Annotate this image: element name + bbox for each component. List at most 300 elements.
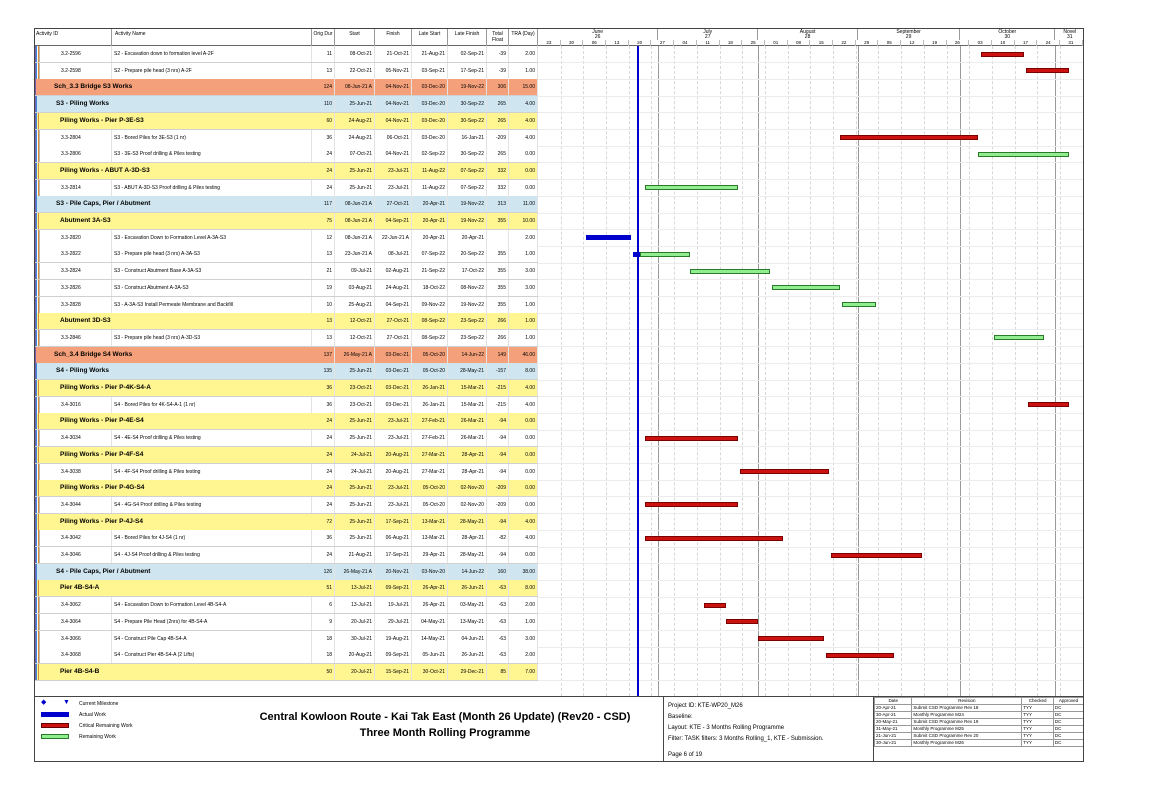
wbs-name: Abutment 3A-S3	[60, 217, 111, 224]
late-finish-cell: 26-Jun-21	[448, 647, 487, 663]
wbs-indent-bars	[35, 664, 40, 680]
activity-name-cell: S4 - Prepare Pile Head (2nrs) for 4B-S4-A	[112, 614, 312, 630]
week-gridline	[1060, 46, 1061, 696]
timescale-header	[538, 29, 1084, 46]
late-finish-cell: 28-May-21	[448, 363, 487, 379]
week-gridline	[810, 46, 811, 696]
start-cell: 22-Oct-21	[335, 63, 375, 79]
total-float-cell: -63	[487, 647, 509, 663]
activity-row[interactable]	[35, 46, 538, 63]
finish-cell: 27-Oct-21	[375, 330, 412, 346]
late-start-cell: 05-Oct-20	[412, 480, 448, 496]
tra-cell: 2.00	[509, 647, 538, 663]
rev-desc: Monthly Programme M26	[912, 740, 1022, 747]
column-header-row	[35, 29, 538, 46]
late-start-cell: 11-Aug-22	[412, 163, 448, 179]
activity-row[interactable]	[35, 547, 538, 564]
week-label: 15	[810, 40, 833, 46]
actual-bar-swatch	[41, 712, 69, 717]
revision-row	[875, 740, 1084, 747]
late-finish-cell: 29-Dec-21	[448, 664, 487, 680]
activity-id-cell: 3.2-2596	[61, 46, 112, 62]
week-label: 19	[924, 40, 947, 46]
total-float-cell: -94	[487, 413, 509, 429]
row-gridline	[538, 213, 1084, 214]
start-cell: 21-Aug-21	[335, 547, 375, 563]
tra-cell: 0.00	[509, 497, 538, 513]
activity-row[interactable]	[35, 614, 538, 631]
wbs-indent-bars	[35, 597, 40, 613]
critical-bar[interactable]	[981, 52, 1024, 57]
row-gridline	[538, 663, 1084, 664]
finish-cell: 23-Jul-21	[375, 180, 412, 196]
start-cell: 20-Aug-21	[335, 647, 375, 663]
activity-row[interactable]	[35, 297, 538, 314]
activity-row[interactable]	[35, 330, 538, 347]
start-cell: 25-Jun-21	[335, 96, 375, 112]
week-gridline	[697, 46, 698, 696]
row-gridline	[538, 530, 1084, 531]
row-gridline	[538, 112, 1084, 113]
week-gridline	[969, 46, 970, 696]
late-start-cell: 29-Apr-21	[412, 547, 448, 563]
wbs-name: Piling Works - Pier P-4K-S4-A	[60, 384, 151, 391]
start-cell: 25-Jun-21	[335, 163, 375, 179]
remaining-bar[interactable]	[645, 185, 738, 190]
critical-bar[interactable]	[726, 619, 758, 624]
week-gridline	[1037, 46, 1038, 696]
month-header	[1055, 29, 1084, 40]
remaining-bar[interactable]	[842, 302, 876, 307]
activity-name-cell: S3 - Prepare pile head (3 nrs) A-3A-S3	[112, 246, 312, 262]
finish-cell: 24-Aug-21	[375, 280, 412, 296]
revision-row	[875, 719, 1084, 726]
activity-id-cell: 3.4-3062	[61, 597, 112, 613]
data-date-line	[637, 46, 639, 696]
tra-cell: 4.00	[509, 113, 538, 129]
wbs-name: S4 - Piling Works	[56, 367, 109, 375]
remaining-bar[interactable]	[640, 252, 690, 257]
col-late-start[interactable]: Late Start	[412, 29, 448, 46]
late-start-cell: 03-Sep-21	[412, 63, 448, 79]
wbs-name: Piling Works - ABUT A-3D-S3	[60, 166, 150, 174]
col-orig-dur[interactable]: Orig Dur	[312, 29, 335, 46]
finish-cell: 27-Oct-21	[375, 196, 412, 212]
orig-dur-cell: 110	[312, 96, 335, 112]
total-float-cell: -215	[487, 380, 509, 396]
week-gridline	[583, 46, 584, 696]
activity-name-cell: S4 - Excavation Down to Formation Level 4B-S4-A	[112, 597, 312, 613]
remaining-bar[interactable]	[978, 152, 1069, 157]
tra-cell: 2.00	[509, 230, 538, 246]
orig-dur-cell: 24	[312, 464, 335, 480]
actual-bar[interactable]	[586, 235, 631, 240]
wbs-row[interactable]	[35, 347, 538, 364]
week-label: 27	[651, 40, 674, 46]
activity-name-cell: S4 - 4G-S4 Proof drilling & Piles testing	[112, 497, 312, 513]
project-layout: Layout: KTE - 3 Months Rolling Programme	[668, 725, 785, 731]
activity-row[interactable]	[35, 430, 538, 447]
wbs-indent-bars	[35, 163, 40, 179]
total-float-cell: 355	[487, 280, 509, 296]
wbs-indent-bars	[35, 130, 40, 146]
tra-cell: 2.00	[509, 46, 538, 62]
late-start-cell: 03-Dec-20	[412, 96, 448, 112]
col-activity-name[interactable]: Activity Name	[112, 29, 312, 46]
finish-cell: 29-Jul-21	[375, 614, 412, 630]
activity-row[interactable]	[35, 497, 538, 514]
tra-cell: 4.00	[509, 514, 538, 530]
finish-cell: 09-Sep-21	[375, 580, 412, 596]
week-label: 01	[765, 40, 788, 46]
late-finish-cell: 19-Nov-22	[448, 196, 487, 212]
wbs-row[interactable]	[35, 96, 538, 113]
month-number: 27	[704, 34, 711, 40]
finish-cell: 23-Jul-21	[375, 480, 412, 496]
wbs-name: Abutment 3D-S3	[60, 317, 111, 325]
col-late-finish[interactable]: Late Finish	[448, 29, 487, 46]
activity-row[interactable]	[35, 647, 538, 664]
critical-bar[interactable]	[645, 436, 738, 441]
wbs-indent-bars	[35, 113, 40, 129]
orig-dur-cell: 124	[312, 79, 335, 95]
wbs-indent-bars	[35, 447, 40, 463]
tra-cell: 8.00	[509, 363, 538, 379]
week-label: 26	[947, 40, 970, 46]
month-header	[758, 29, 858, 40]
tra-cell: 0.00	[509, 480, 538, 496]
late-finish-cell: 28-Apr-21	[448, 530, 487, 546]
week-gridline	[947, 46, 948, 696]
remaining-bar[interactable]	[690, 269, 769, 274]
rev-date: 31-May-21	[875, 726, 912, 733]
critical-bar[interactable]	[1028, 402, 1069, 407]
finish-cell: 04-Nov-21	[375, 96, 412, 112]
wbs-name: Sch_3.4 Bridge S4 Works	[54, 350, 133, 358]
week-gridline	[856, 46, 857, 696]
critical-bar[interactable]	[831, 553, 922, 558]
late-finish-cell: 02-Nov-20	[448, 480, 487, 496]
finish-cell: 23-Jul-21	[375, 497, 412, 513]
tra-cell: 10.00	[509, 213, 538, 229]
start-cell: 25-Jun-21	[335, 413, 375, 429]
row-gridline	[538, 363, 1084, 364]
finish-cell: 03-Dec-21	[375, 380, 412, 396]
rev-checked: TYY	[1022, 726, 1054, 733]
wbs-indent-bars	[35, 347, 40, 363]
rev-col-checked: Checked	[1022, 698, 1054, 705]
wbs-row[interactable]	[35, 163, 538, 180]
wbs-indent-bars	[35, 480, 40, 496]
critical-bar[interactable]	[758, 636, 824, 641]
activity-row[interactable]	[35, 464, 538, 481]
finish-cell: 05-Nov-21	[375, 63, 412, 79]
total-float-cell: -209	[487, 480, 509, 496]
wbs-row[interactable]	[35, 480, 538, 497]
total-float-cell: 265	[487, 146, 509, 162]
row-gridline	[538, 547, 1084, 548]
row-gridline	[538, 580, 1084, 581]
late-finish-cell: 23-Sep-22	[448, 330, 487, 346]
late-start-cell: 03-Nov-20	[412, 564, 448, 580]
finish-cell: 20-Aug-21	[375, 447, 412, 463]
tra-cell: 0.00	[509, 464, 538, 480]
orig-dur-cell: 13	[312, 246, 335, 262]
week-gridline	[992, 46, 993, 696]
activity-row[interactable]	[35, 530, 538, 547]
late-start-cell: 05-Oct-20	[412, 347, 448, 363]
orig-dur-cell: 50	[312, 664, 335, 680]
critical-bar[interactable]	[645, 536, 783, 541]
wbs-row[interactable]	[35, 564, 538, 581]
orig-dur-cell: 24	[312, 480, 335, 496]
week-gridline	[901, 46, 902, 696]
col-finish[interactable]: Finish	[375, 29, 412, 46]
week-label: 31	[1060, 40, 1083, 46]
critical-bar[interactable]	[826, 653, 894, 658]
activity-id-cell: 3.4-3066	[61, 631, 112, 647]
critical-bar[interactable]	[740, 469, 829, 474]
row-gridline	[538, 613, 1084, 614]
orig-dur-cell: 24	[312, 497, 335, 513]
project-baseline: Baseline:	[668, 714, 693, 720]
total-float-cell: -209	[487, 130, 509, 146]
wbs-indent-bars	[35, 380, 40, 396]
wbs-indent-bars	[35, 146, 40, 162]
start-cell: 20-Jul-21	[335, 664, 375, 680]
late-finish-cell: 07-Sep-22	[448, 180, 487, 196]
activity-row[interactable]	[35, 597, 538, 614]
orig-dur-cell: 137	[312, 347, 335, 363]
activity-row[interactable]	[35, 246, 538, 263]
late-finish-cell: 16-Jan-21	[448, 130, 487, 146]
total-float-cell: -94	[487, 430, 509, 446]
month-name: August	[799, 29, 816, 35]
late-start-cell: 26-Jan-21	[412, 397, 448, 413]
activity-name-cell: S2 - Excavation down to formation level A-2F	[112, 46, 312, 62]
week-label: 29	[856, 40, 879, 46]
late-finish-cell: 26-Mar-21	[448, 413, 487, 429]
start-cell: 08-Jun-21 A	[335, 213, 375, 229]
wbs-row[interactable]	[35, 113, 538, 130]
wbs-name: Piling Works - Pier P-4G-S4	[60, 484, 145, 492]
tra-cell: 0.00	[509, 430, 538, 446]
wbs-indent-bars	[35, 564, 40, 580]
row-gridline	[538, 630, 1084, 631]
week-label: 03	[969, 40, 992, 46]
week-gridline	[720, 46, 721, 696]
activity-id-cell: 3.2-2598	[61, 63, 112, 79]
activity-row[interactable]	[35, 397, 538, 414]
critical-bar[interactable]	[704, 603, 727, 608]
revision-header	[875, 698, 1084, 705]
week-label: 12	[901, 40, 924, 46]
orig-dur-cell: 13	[312, 63, 335, 79]
week-gridline	[674, 46, 675, 696]
orig-dur-cell: 36	[312, 380, 335, 396]
week-gridline	[651, 46, 652, 696]
finish-cell: 03-Dec-21	[375, 363, 412, 379]
start-cell: 25-Jun-21	[335, 497, 375, 513]
rev-checked: TYY	[1022, 740, 1054, 747]
total-float-cell: 355	[487, 246, 509, 262]
orig-dur-cell: 24	[312, 146, 335, 162]
col-start[interactable]: Start	[335, 29, 375, 46]
late-finish-cell: 14-Jun-22	[448, 347, 487, 363]
late-start-cell: 14-May-21	[412, 631, 448, 647]
activity-id-cell: 3.3-2826	[61, 280, 112, 296]
total-float-cell: 266	[487, 313, 509, 329]
wbs-row[interactable]	[35, 580, 538, 597]
finish-cell: 23-Jul-21	[375, 413, 412, 429]
wbs-name: S4 - Pile Caps, Pier / Abutment	[56, 567, 151, 575]
tra-cell: 0.00	[509, 413, 538, 429]
activity-name-cell: S4 - Bored Piles for 4J-S4 (1 nr)	[112, 530, 312, 546]
activity-row[interactable]	[35, 631, 538, 648]
tra-cell: 1.00	[509, 614, 538, 630]
late-finish-cell: 19-Nov-22	[448, 213, 487, 229]
finish-cell: 23-Jul-21	[375, 163, 412, 179]
wbs-row[interactable]	[35, 196, 538, 213]
total-float-cell: -39	[487, 46, 509, 62]
wbs-row[interactable]	[35, 413, 538, 430]
col-activity-id[interactable]: Activity ID	[35, 29, 112, 46]
finish-cell: 20-Aug-21	[375, 464, 412, 480]
start-cell: 24-Aug-21	[335, 130, 375, 146]
wbs-indent-bars	[35, 397, 40, 413]
project-info	[663, 697, 868, 762]
total-float-cell: -157	[487, 363, 509, 379]
finish-cell: 09-Sep-21	[375, 647, 412, 663]
week-label: 05	[878, 40, 901, 46]
late-start-cell: 27-Mar-21	[412, 447, 448, 463]
critical-bar[interactable]	[645, 502, 738, 507]
remaining-bar[interactable]	[994, 335, 1044, 340]
finish-cell: 04-Nov-21	[375, 146, 412, 162]
critical-bar-swatch	[41, 723, 69, 728]
finish-cell: 22-Jun-21 A	[375, 230, 412, 246]
legend-label: Actual Work	[79, 712, 106, 718]
rev-date: 30-Apr-21	[875, 712, 912, 719]
activity-row[interactable]	[35, 263, 538, 280]
wbs-row[interactable]	[35, 79, 538, 96]
wbs-row[interactable]	[35, 380, 538, 397]
wbs-row[interactable]	[35, 514, 538, 531]
row-gridline	[538, 513, 1084, 514]
critical-bar[interactable]	[840, 135, 978, 140]
orig-dur-cell: 6	[312, 597, 335, 613]
wbs-indent-bars	[35, 614, 40, 630]
month-number: 29	[905, 34, 912, 40]
late-finish-cell: 04-Jun-21	[448, 631, 487, 647]
month-header	[658, 29, 758, 40]
activity-row[interactable]	[35, 130, 538, 147]
col-tra[interactable]: TRA (Day)	[509, 29, 538, 46]
total-float-cell: -82	[487, 530, 509, 546]
wbs-row[interactable]	[35, 664, 538, 681]
activity-row[interactable]	[35, 63, 538, 80]
activity-row[interactable]	[35, 146, 538, 163]
wbs-row[interactable]	[35, 213, 538, 230]
late-finish-cell: 15-Mar-21	[448, 397, 487, 413]
row-gridline	[538, 329, 1084, 330]
late-start-cell: 20-Apr-21	[412, 230, 448, 246]
month-gridline	[858, 46, 859, 696]
rev-approved: DC	[1053, 712, 1083, 719]
week-gridline	[788, 46, 789, 696]
month-gridline	[758, 46, 759, 696]
wbs-row[interactable]	[35, 447, 538, 464]
wbs-indent-bars	[35, 363, 40, 379]
month-header	[858, 29, 960, 40]
row-gridline	[538, 246, 1084, 247]
remaining-bar[interactable]	[772, 285, 840, 290]
wbs-name: Piling Works - Pier P-3E-S3	[60, 116, 144, 124]
late-start-cell: 13-Mar-21	[412, 530, 448, 546]
orig-dur-cell: 117	[312, 196, 335, 212]
wbs-row[interactable]	[35, 313, 538, 330]
rev-approved: DC	[1053, 705, 1083, 712]
orig-dur-cell: 24	[312, 413, 335, 429]
orig-dur-cell: 19	[312, 280, 335, 296]
activity-row[interactable]	[35, 230, 538, 247]
row-gridline	[538, 146, 1084, 147]
start-cell: 25-Jun-21	[335, 180, 375, 196]
late-start-cell: 09-Nov-22	[412, 297, 448, 313]
critical-bar[interactable]	[1026, 68, 1069, 73]
col-total-float[interactable]: Total Float	[487, 29, 509, 46]
activity-name-cell: S3 - Bored Piles for 3E-S3 (1 nr)	[112, 130, 312, 146]
row-gridline	[538, 597, 1084, 598]
row-gridline	[538, 62, 1084, 63]
activity-row[interactable]	[35, 180, 538, 197]
row-gridline	[538, 430, 1084, 431]
activity-id-cell: 3.4-3034	[61, 430, 112, 446]
total-float-cell: 85	[487, 664, 509, 680]
row-gridline	[538, 296, 1084, 297]
late-start-cell: 11-Aug-22	[412, 180, 448, 196]
activity-name-cell: S3 - Construct Abutment A-3A-S3	[112, 280, 312, 296]
footer	[35, 696, 1083, 761]
activity-row[interactable]	[35, 280, 538, 297]
orig-dur-cell: 9	[312, 614, 335, 630]
late-start-cell: 27-Feb-21	[412, 430, 448, 446]
week-gridline	[833, 46, 834, 696]
wbs-indent-bars	[35, 96, 40, 112]
report-subtitle: Three Month Rolling Programme	[359, 727, 531, 739]
row-gridline	[538, 279, 1084, 280]
schedule-sheet	[34, 28, 1084, 762]
start-cell: 25-Jun-21	[335, 514, 375, 530]
rev-desc: Submit CSD Programme Rev 20	[912, 733, 1022, 740]
wbs-row[interactable]	[35, 363, 538, 380]
wbs-indent-bars	[35, 647, 40, 663]
activity-name-cell: S3 - 3E-S3 Proof drilling & Piles testing	[112, 146, 312, 162]
rev-date: 30-Jun-21	[875, 740, 912, 747]
month-header	[960, 29, 1055, 40]
row-gridline	[538, 396, 1084, 397]
activity-id-cell: 3.3-2822	[61, 246, 112, 262]
week-label: 04	[674, 40, 697, 46]
wbs-indent-bars	[35, 213, 40, 229]
week-gridline	[878, 46, 879, 696]
late-finish-cell: 20-Apr-21	[448, 230, 487, 246]
rev-desc: Monthly Programme M24	[912, 712, 1022, 719]
month-gridline	[960, 46, 961, 696]
tra-cell: 0.00	[509, 163, 538, 179]
milestone-icon: ◆ ▼	[41, 699, 70, 706]
wbs-indent-bars	[35, 413, 40, 429]
